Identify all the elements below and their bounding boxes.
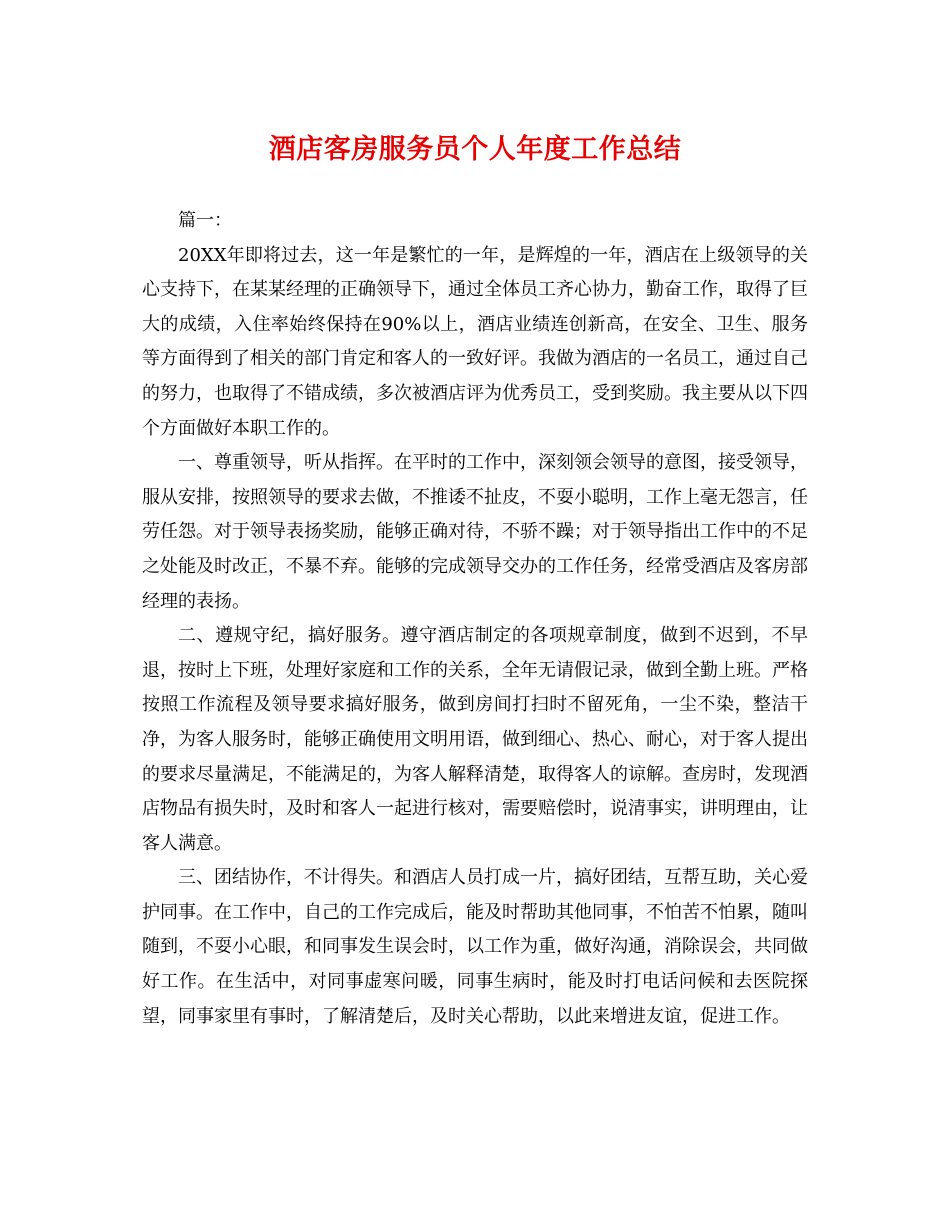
document-body — [142, 204, 808, 1034]
paragraph-point-three: 三、团结协作，不计得失。和酒店人员打成一片，搞好团结，互帮互助，关心爱护同事。在工作中，自己的工作完成后，能及时帮助其他同事，不怕苦不怕累，随叫随到，不耍小心眼，和同事发生误会时，以工作为重，做好沟通，消除误会，共同做好工作。在生活中，对同事虚寒问暖，同事生病时，能及时打电话问候和去医院探望，同事家里有事时，了解清楚后，及时关心帮助，以此来增进友谊，促进工作。 — [142, 867, 808, 1027]
paragraph-intro: 20XX年即将过去，这一年是繁忙的一年，是辉煌的一年，酒店在上级领导的关心支持下，在某某经理的正确领导下，通过全体员工齐心协力，勤奋工作，取得了巨大的成绩，入住率始终保持在90%以上，酒店业绩连创新高，在安全、卫生、服务等方面得到了相关的部门肯定和客人的一致好评。我做为酒店的一名员工，通过自己的努力，也取得了不错成绩，多次被酒店评为优秀员工，受到奖励。我主要从以下四个方面做好本职工作的。 — [142, 244, 808, 439]
paragraph-point-one: 一、尊重领导，听从指挥。在平时的工作中，深刻领会领导的意图，接受领导，服从安排，按照领导的要求去做，不推诿不扯皮，不耍小聪明，工作上毫无怨言，任劳任怨。对于领导表扬奖励，能够正确对待，不骄不躁；对于领导指出工作中的不足之处能及时改正，不暴不弃。能够的完成领导交办的工作任务，经常受酒店及客房部经理的表扬。 — [142, 452, 808, 612]
paragraph-point-two: 二、遵规守纪，搞好服务。遵守酒店制定的各项规章制度，做到不迟到，不早退，按时上下班，处理好家庭和工作的关系，全年无请假记录，做到全勤上班。严格按照工作流程及领导要求搞好服务，做到房间打扫时不留死角，一尘不染，整洁干净，为客人服务时，能够正确使用文明用语，做到细心、热心、耐心，对于客人提出的要求尽量满足，不能满足的，为客人解释清楚，取得客人的谅解。查房时，发现酒店物品有损失时，及时和客人一起进行核对，需要赔偿时，说清事实，讲明理由，让客人满意。 — [142, 625, 808, 854]
document-title: 酒店客房服务员个人年度工作总结 — [268, 134, 682, 165]
section-label: 篇一： — [178, 210, 232, 231]
